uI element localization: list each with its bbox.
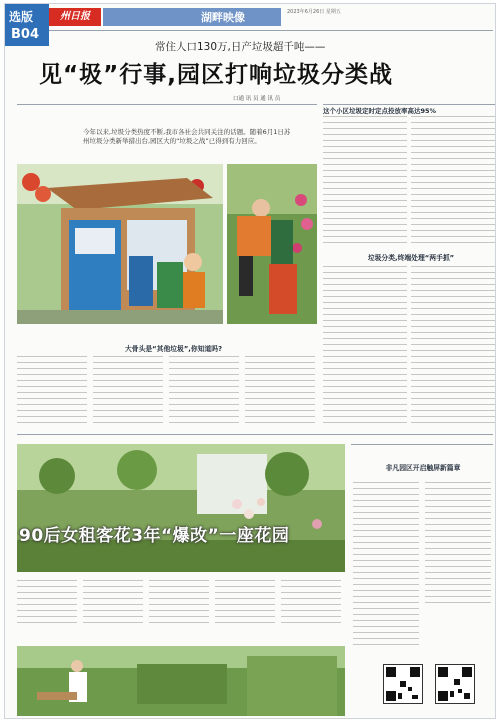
feature-text-col-2 [83,580,143,628]
mid-question-headline[interactable]: 大骨头是“其他垃圾”,你知道吗? [125,345,223,353]
newspaper-page [4,3,496,719]
divider [323,104,495,105]
lead-headline[interactable]: 见“圾”行事,园区打响垃圾分类战 [39,62,393,88]
side-story-text-col-3 [323,266,407,428]
side-story-text-col-1 [323,116,407,248]
side-story-headline-2[interactable]: 垃圾分类,终端处理“两手抓” [367,254,455,262]
section-title: 湖畔映像 [201,11,245,24]
feature-side-headline[interactable]: 非凡园区开启触屏新篇章 [385,464,461,472]
dateline: 2023年6月26日 星期五 [287,9,341,15]
qr-code[interactable] [383,664,423,704]
side-story-text-col-2 [411,116,495,248]
lead-text-col-4 [245,356,315,428]
divider [17,104,317,105]
lead-intro: 今年以来,垃圾分类热度不断,我市各社会共同关注的话题。随着6月1日苏州垃圾分类新举措出台,园区大的“垃圾之战”已得到有力回应。 [83,128,291,145]
feature-text-col-1 [17,580,77,628]
badge-label: 选版 [9,10,34,24]
feature-text-col-5 [281,580,341,628]
page-number: B04 [11,27,39,42]
bottom-photo-illustration [17,646,345,716]
lead-text-col-2 [93,356,163,428]
feature-side-text-col-1 [353,482,419,650]
kiosk-photo-illustration [17,164,223,324]
lead-photo-kiosk[interactable] [17,164,223,324]
masthead-bar [103,8,281,26]
feature-headline[interactable]: 90后女租客花3年“爆改”一座花园 [19,526,290,546]
side-story-text-col-4 [411,266,495,428]
sorting-photo-illustration [227,164,317,324]
lead-text-col-3 [169,356,239,428]
lead-photo-sorting[interactable] [227,164,317,324]
garden-photo-illustration [17,444,345,572]
divider [351,444,493,445]
side-story-headline-1[interactable]: 这个小区垃圾定时定点投放率高达95% [323,107,437,115]
qr-icon [384,665,422,703]
newspaper-logo: 州日报 [49,8,101,26]
feature-side-text-col-2 [425,482,491,608]
lead-byline: 口通 讯 员 通 讯 员 [233,96,281,102]
qr-icon [436,665,474,703]
feature-text-col-3 [149,580,209,628]
lead-kicker: 常住人口130万,日产垃圾超千吨—— [155,41,326,53]
lead-text-col-1 [17,356,87,428]
feature-photo-bottom[interactable] [17,646,345,716]
feature-text-col-4 [215,580,275,628]
page-badge[interactable] [5,4,49,46]
divider [17,434,493,435]
feature-photo-garden[interactable] [17,444,345,572]
qr-code[interactable] [435,664,475,704]
masthead-rule [49,30,493,31]
